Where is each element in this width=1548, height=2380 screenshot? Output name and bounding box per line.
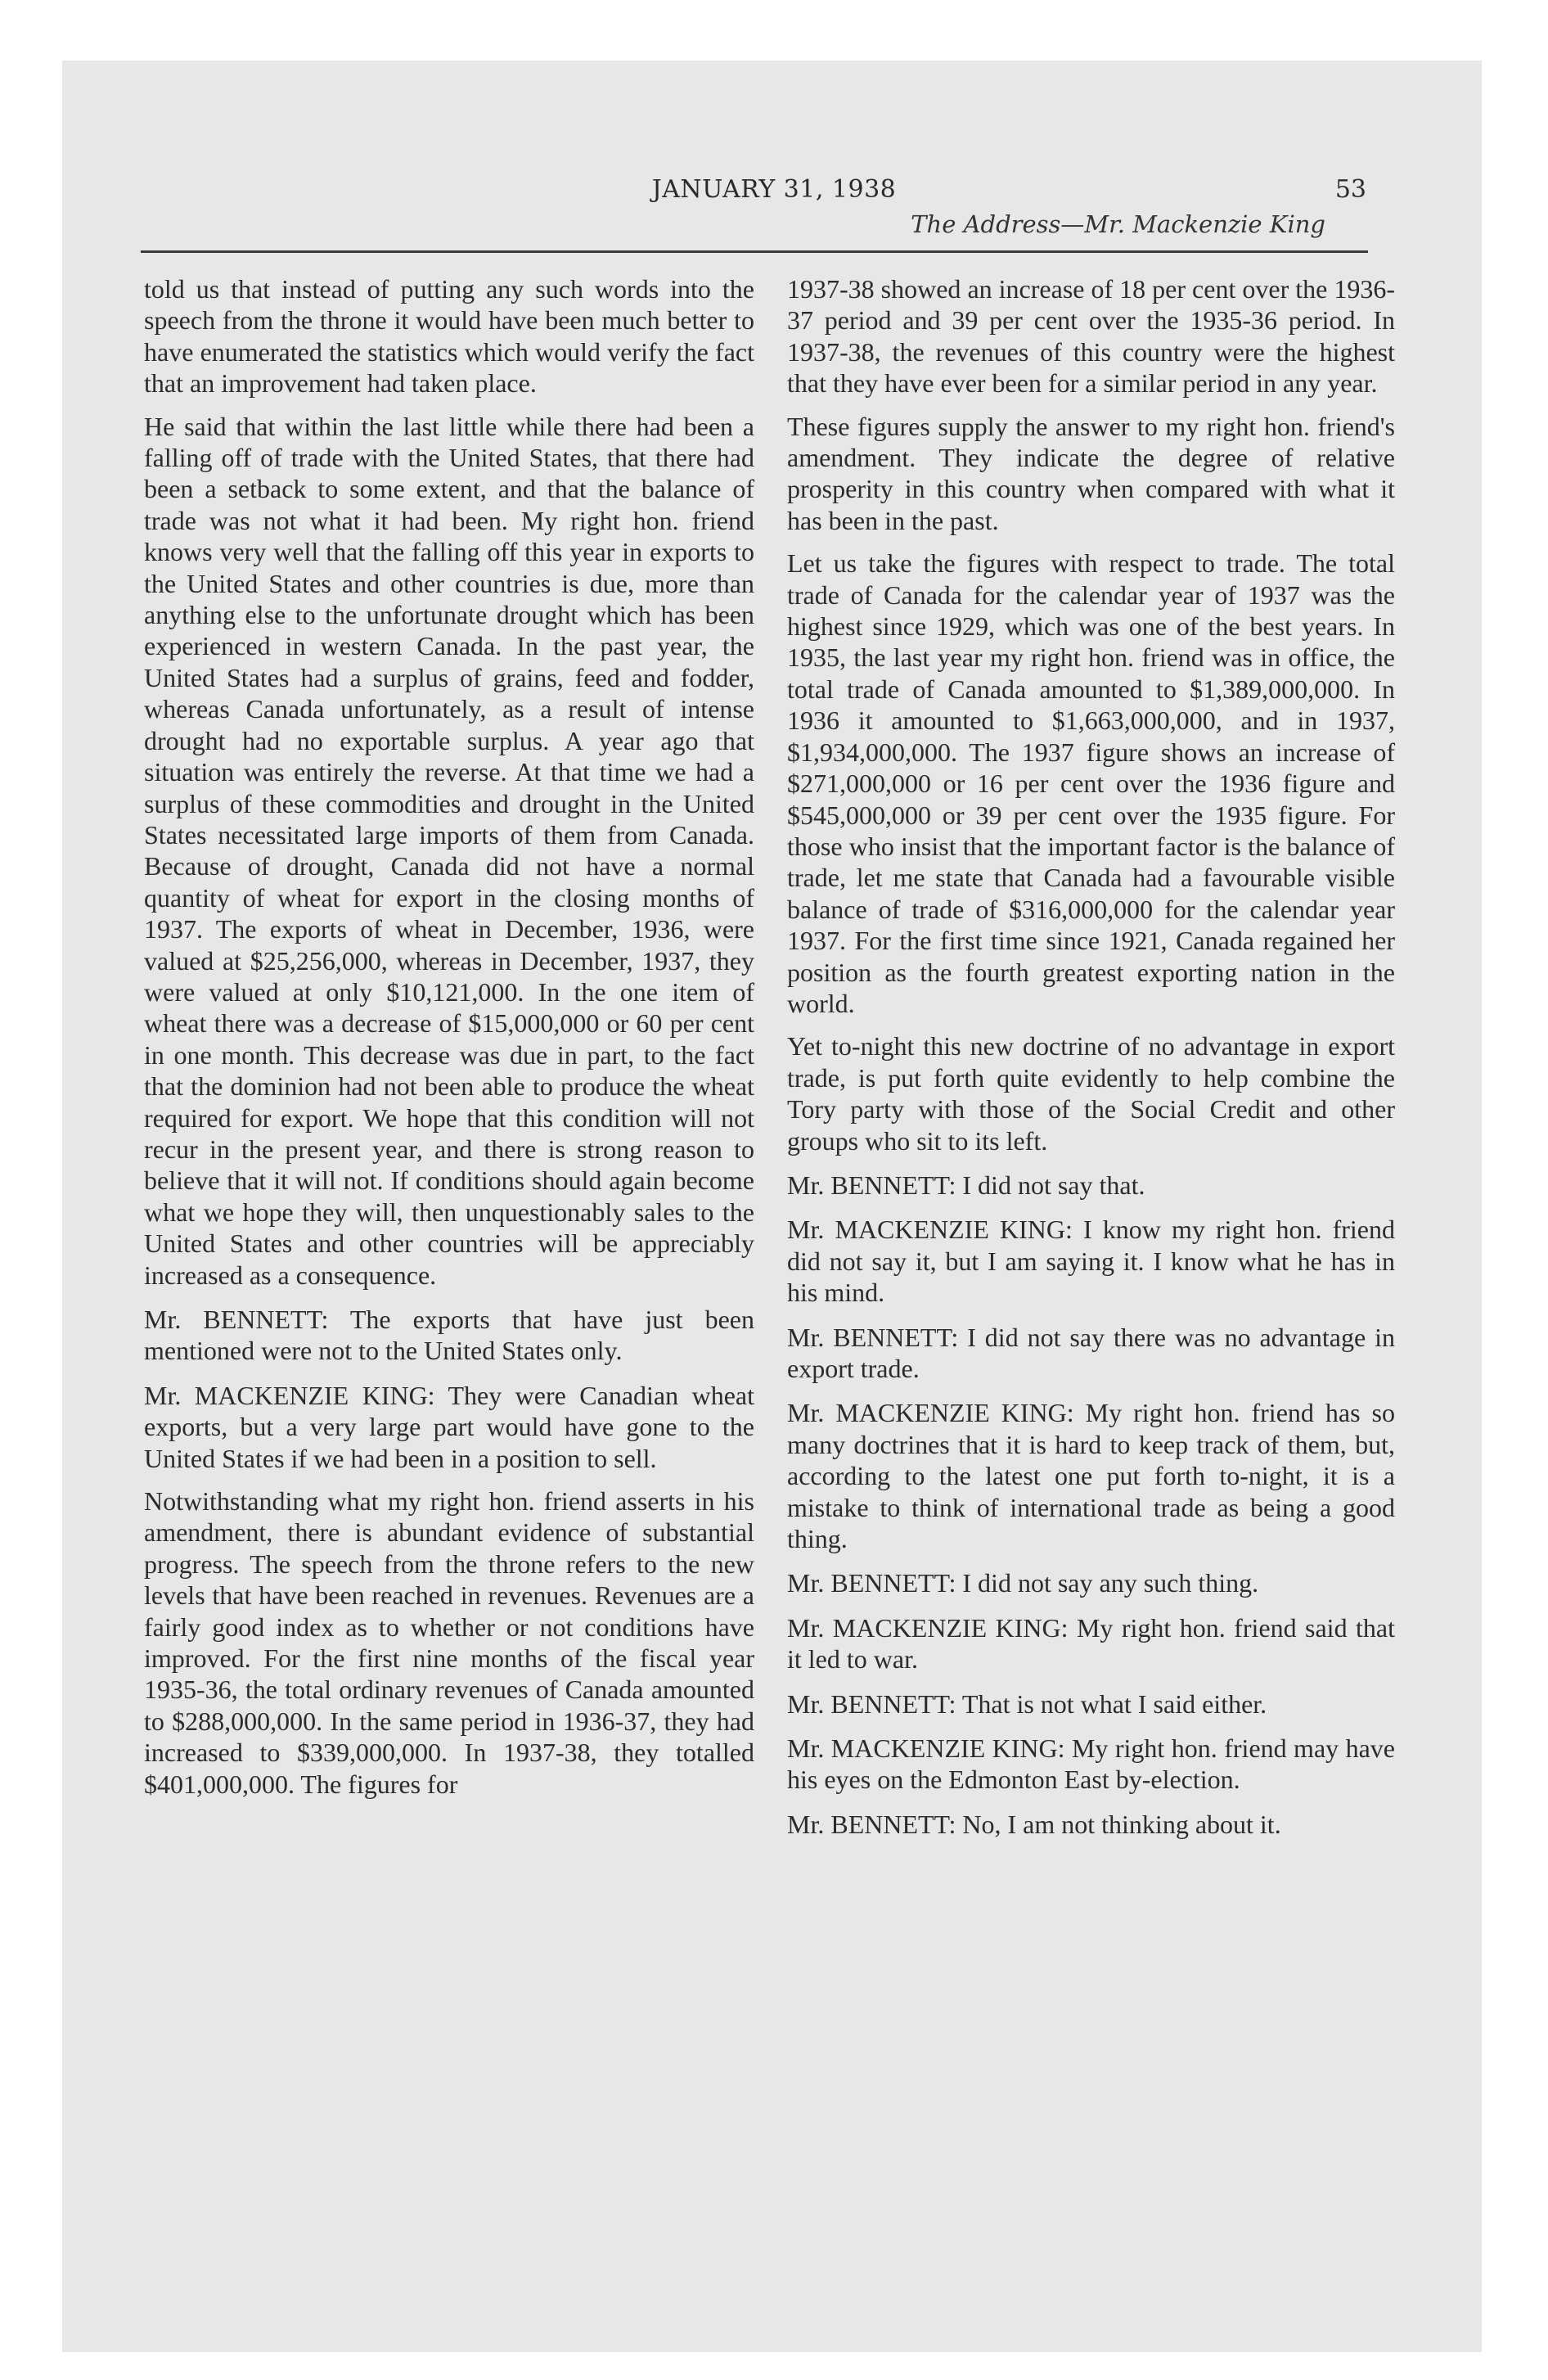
page-number: 53 bbox=[1334, 175, 1366, 204]
speech-paragraph: Mr. MACKENZIE KING: My right hon. friend has so many doctrines that it is hard to keep track of them, but, according to the latest one put forth to-night, it is a mistake to think of international trade as being a good thing. bbox=[787, 1398, 1395, 1554]
paragraph: These figures supply the answer to my right hon. friend's amendment. They indicate the degree of relative prosperity in this country when compared with what it has been in the past. bbox=[787, 411, 1395, 535]
speech-paragraph: Mr. BENNETT: I did not say any such thing. bbox=[787, 1568, 1259, 1598]
paragraph: Let us take the figures with respect to trade. The total trade of Canada for the calendar year of 1937 was the highest since 1929, which was one of the best years. In 1935, the last year my right hon. friend was in office, the total trade of Canada amounted to $1,389,000,000. In 1936 it amounted to $1,663,000,000, and in 1937, $1,934,000,000. The 1937 figure shows an increase of $271,000,000 or 16 per cent over the 1936 figure and $545,000,000 or 39 per cent over the 1935 figure. For those who insist that the important factor is the balance of trade, let me state that Canada had a favourable visible balance of trade of $316,000,000 for the calendar year 1937. For the first time since 1921, Canada regained her position as the fourth greatest exporting nation in the world. bbox=[787, 548, 1395, 1018]
paragraph: Notwithstanding what my right hon. friend asserts in his amendment, there is abundant evidence of substantial progress. The speech from the throne refers to the new levels that have been reached in revenues. Revenues are a fairly good index as to whether or not conditions have improved. For the first nine months of the fiscal year 1935-36, the total ordinary revenues of Canada amounted to $288,000,000. In the same period in 1936-37, they had increased to $339,000,000. In 1937-38, they totalled $401,000,000. The figures for bbox=[144, 1486, 754, 1799]
speech-paragraph: Mr. BENNETT: That is not what I said either. bbox=[787, 1688, 1267, 1719]
speech-paragraph: Mr. MACKENZIE KING: My right hon. friend said that it led to war. bbox=[787, 1612, 1395, 1675]
page-date: JANUARY 31, 1938 bbox=[651, 175, 897, 204]
paragraph: 1937-38 showed an increase of 18 per cent over the 1936-37 period and 39 per cent over the 1935-36 period. In 1937-38, the revenues of this country were the highest that they have ever been for a similar period in any year. bbox=[787, 274, 1395, 399]
speech-paragraph: Mr. MACKENZIE KING: I know my right hon. friend did not say it, but I am saying it. I know what he has in his mind. bbox=[787, 1215, 1395, 1308]
speech-paragraph: Mr. BENNETT: The exports that have just been mentioned were not to the United States only. bbox=[144, 1305, 754, 1366]
running-head: The Address—Mr. Mackenzie King bbox=[911, 210, 1325, 238]
speech-paragraph: Mr. MACKENZIE KING: They were Canadian wheat exports, but a very large part would have gone to the United States if we had been in a position to sell. bbox=[144, 1380, 754, 1473]
right-column bbox=[787, 273, 1395, 1851]
speech-paragraph: Mr. BENNETT: No, I am not thinking about it. bbox=[787, 1809, 1281, 1839]
header-rule bbox=[141, 250, 1368, 253]
paragraph: Yet to-night this new doctrine of no advantage in export trade, is put forth quite evidently to help combine the Tory party with those of the Social Credit and other groups who sit to its left. bbox=[787, 1031, 1395, 1156]
speech-paragraph: Mr. BENNETT: I did not say there was no advantage in export trade. bbox=[787, 1322, 1395, 1383]
paragraph: told us that instead of putting any such words into the speech from the throne it would have been much better to have enumerated the statistics which would verify the fact that an improvement had taken place. bbox=[144, 274, 754, 399]
left-column bbox=[144, 273, 754, 1811]
speech-paragraph: Mr. MACKENZIE KING: My right hon. friend may have his eyes on the Edmonton East by-election. bbox=[787, 1733, 1395, 1795]
speech-paragraph: Mr. BENNETT: I did not say that. bbox=[787, 1170, 1145, 1200]
paragraph: He said that within the last little while there had been a falling off of trade with the United States, that there had been a setback to some extent, and that the balance of trade was not what it had been. My right hon. friend knows very well that the falling off this year in exports to the United States and other countries is due, more than anything else to the unfortunate drought which has been experienced in western Canada. In the past year, the United States had a surplus of grains, feed and fodder, whereas Canada unfortunately, as a result of intense drought had no exportable surplus. A year ago that situation was entirely the reverse. At that time we had a surplus of these commodities and drought in the United States necessitated large imports of them from Canada. Because of drought, Canada did not have a normal quantity of wheat for export in the closing months of 1937. The exports of wheat in December, 1936, were valued at $25,256,000, whereas in December, 1937, they were valued at only $10,121,000. In the one item of wheat there was a decrease of $15,000,000 or 60 per cent in one month. This decrease was due in part, to the fact that the dominion had not been able to produce the wheat required for export. We hope that this condition will not recur in the present year, and there is strong reason to believe that it will not. If conditions should again become what we hope they will, then unquestionably sales to the United States and other countries will be appreciably increased as a consequence. bbox=[144, 411, 754, 1290]
